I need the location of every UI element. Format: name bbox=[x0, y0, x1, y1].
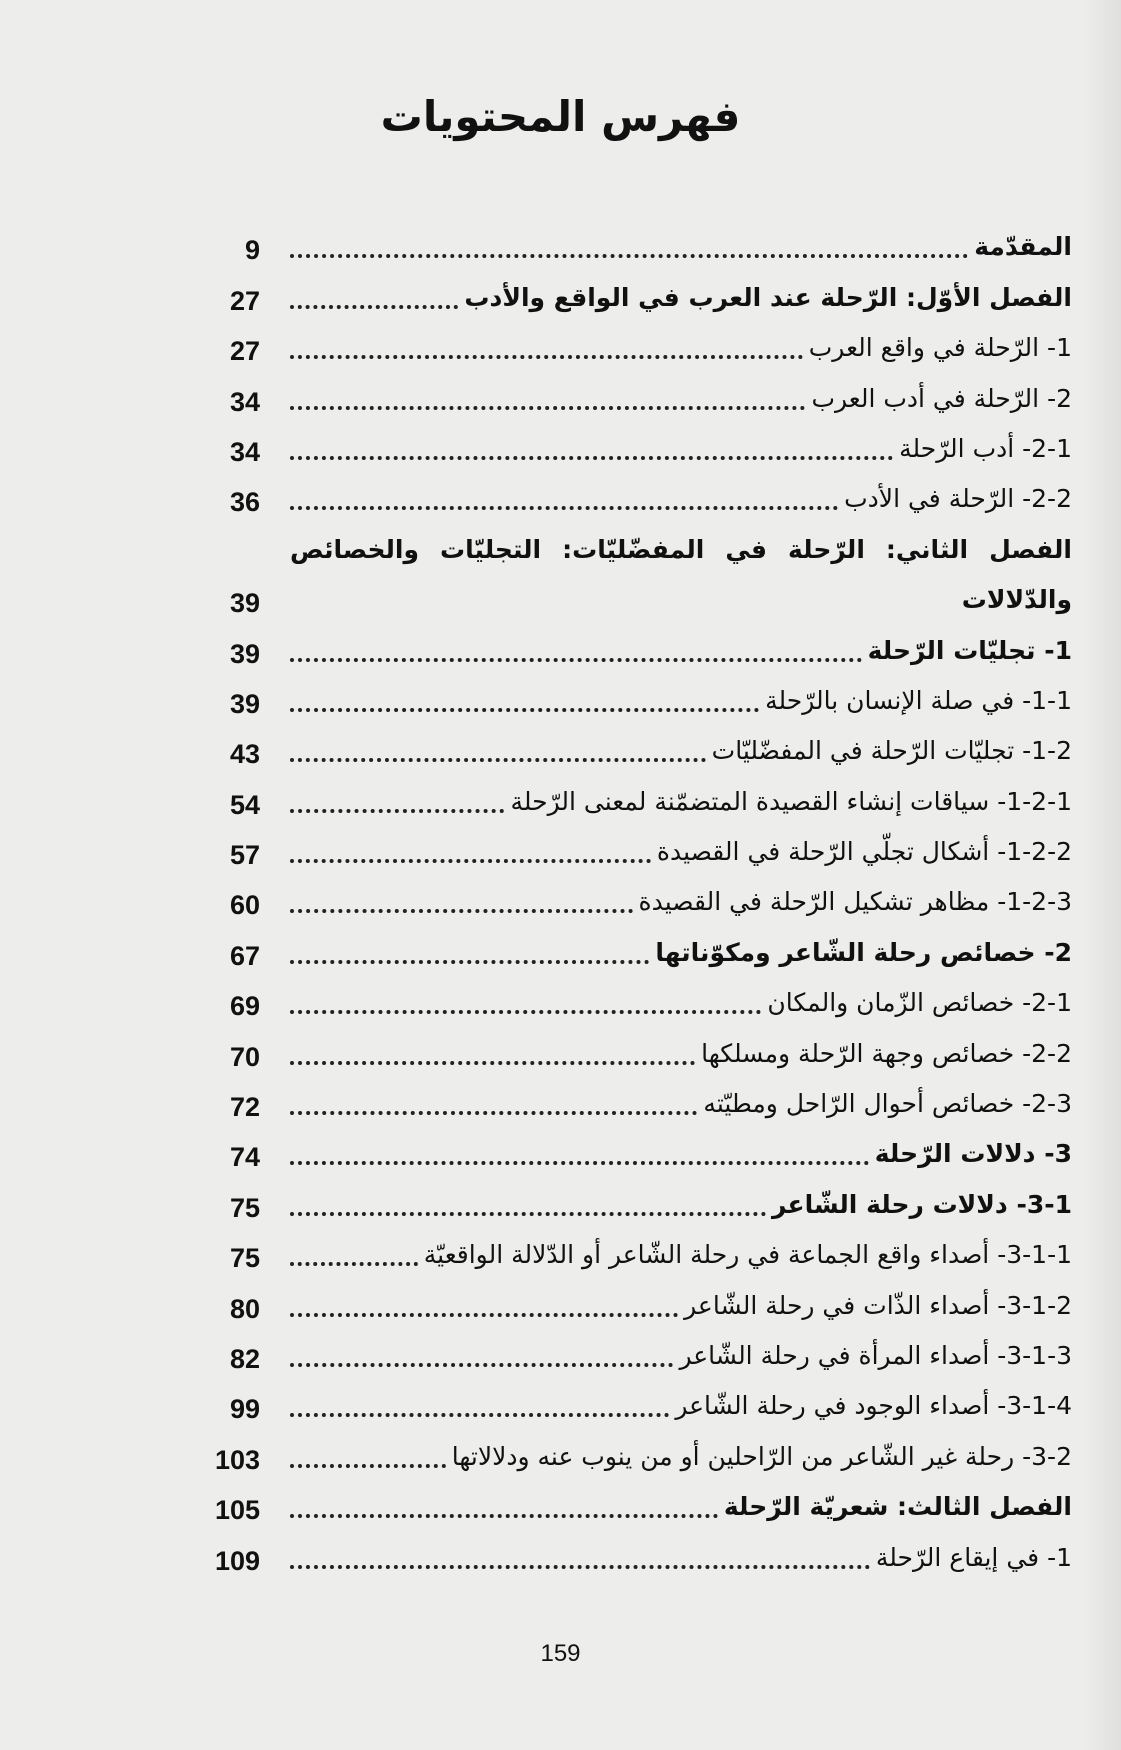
toc-entry-title: 3-1-2- أصداء الذّات في رحلة الشّاعر bbox=[684, 1290, 1072, 1320]
toc-entry bbox=[200, 927, 1072, 977]
toc-page-number: 43 bbox=[229, 739, 260, 770]
toc-entry bbox=[200, 676, 1072, 726]
toc-entry-title: 3-2- رحلة غير الشّاعر من الرّاحلين أو من ينوب عنه ودلالاتها bbox=[451, 1441, 1072, 1471]
toc-page-number: 99 bbox=[229, 1394, 260, 1425]
toc-entry bbox=[200, 726, 1072, 776]
toc-entry-title: الفصل الأوّل: الرّحلة عند العرب في الواقع والأدب bbox=[464, 282, 1072, 312]
toc-entry-title: 2-2- الرّحلة في الأدب bbox=[844, 484, 1072, 514]
dot-leader bbox=[290, 1313, 678, 1317]
toc-entry bbox=[200, 1381, 1072, 1431]
dot-leader bbox=[290, 456, 893, 460]
dot-leader bbox=[290, 960, 649, 964]
dot-leader bbox=[290, 305, 458, 309]
page-number-footer: 159 bbox=[540, 1640, 581, 1667]
toc-entry-title: الفصل الثالث: شعريّة الرّحلة bbox=[723, 1492, 1072, 1522]
dot-leader bbox=[290, 406, 805, 410]
toc-entry bbox=[200, 1179, 1072, 1229]
dot-leader bbox=[290, 859, 651, 863]
toc-page-number: 67 bbox=[229, 940, 260, 971]
toc-entry-title: 3- دلالات الرّحلة bbox=[874, 1139, 1072, 1169]
toc-page-number: 72 bbox=[229, 1092, 260, 1123]
toc-entry bbox=[200, 1482, 1072, 1532]
toc-entry-title: 1- الرّحلة في واقع العرب bbox=[808, 333, 1072, 363]
toc-page-number: 105 bbox=[214, 1495, 260, 1526]
dot-leader bbox=[290, 1565, 870, 1569]
page-title: فهرس المحتويات bbox=[380, 92, 741, 141]
toc-page-number: 82 bbox=[229, 1344, 260, 1374]
toc-entry bbox=[200, 625, 1072, 675]
page-edge-shadow bbox=[1083, 0, 1121, 1750]
dot-leader bbox=[290, 708, 759, 712]
toc-entry-title: 1- تجليّات الرّحلة bbox=[867, 635, 1072, 665]
toc-page-number: 103 bbox=[214, 1444, 260, 1475]
toc-entry-title: 3-1-1- أصداء واقع الجماعة في رحلة الشّاعر أو الدّلالة الواقعيّة bbox=[423, 1240, 1072, 1270]
dot-leader bbox=[290, 1514, 718, 1518]
dot-leader bbox=[290, 1464, 446, 1468]
toc-entry bbox=[200, 1431, 1072, 1481]
toc-page-number: 70 bbox=[229, 1041, 260, 1072]
toc-page-number: 109 bbox=[214, 1545, 260, 1576]
toc-page-number: 54 bbox=[229, 789, 260, 820]
toc-entry-title: 3-1-3- أصداء المرأة في رحلة الشّاعر bbox=[679, 1341, 1072, 1370]
toc-entry bbox=[200, 323, 1072, 373]
toc-entry bbox=[200, 424, 1072, 474]
dot-leader bbox=[290, 355, 803, 359]
toc-entry-title: 1-2-2- أشكال تجلّي الرّحلة في القصيدة bbox=[656, 837, 1072, 867]
toc-entry bbox=[200, 978, 1072, 1028]
toc-entry-title: 2- الرّحلة في أدب العرب bbox=[811, 383, 1072, 413]
toc-page-number: 80 bbox=[229, 1293, 260, 1324]
toc-entry-title: 2- خصائص رحلة الشّاعر ومكوّناتها bbox=[655, 937, 1072, 967]
toc-entry bbox=[200, 827, 1072, 877]
toc-entry bbox=[200, 524, 1072, 625]
dot-leader bbox=[290, 506, 838, 510]
toc-entry bbox=[200, 373, 1072, 423]
toc-entry bbox=[200, 1230, 1072, 1280]
toc-page-number: 75 bbox=[229, 1192, 260, 1223]
toc-page-number: 39 bbox=[229, 638, 260, 669]
toc-page-number: 39 bbox=[229, 688, 260, 719]
dot-leader bbox=[290, 758, 706, 762]
dot-leader bbox=[290, 1111, 697, 1115]
toc-entry bbox=[200, 474, 1072, 524]
dot-leader bbox=[290, 1262, 418, 1266]
dot-leader bbox=[290, 1363, 673, 1367]
toc-page-number: 60 bbox=[229, 890, 260, 921]
toc-entry-title: 1-2- تجليّات الرّحلة في المفضّليّات bbox=[711, 736, 1072, 766]
toc-entry-title: 1-2-1- سياقات إنشاء القصيدة المتضمّنة لمعنى الرّحلة bbox=[510, 786, 1072, 816]
toc-entry bbox=[200, 1028, 1072, 1078]
dot-leader bbox=[290, 1010, 761, 1014]
toc-entry-title: 3-1-4- أصداء الوجود في رحلة الشّاعر bbox=[675, 1391, 1072, 1421]
toc-entry bbox=[200, 1331, 1072, 1381]
toc-entry-title: 1- في إيقاع الرّحلة bbox=[875, 1542, 1072, 1572]
toc-entry bbox=[200, 776, 1072, 826]
toc-entry bbox=[200, 222, 1072, 272]
dot-leader bbox=[290, 909, 633, 913]
toc-page-number: 74 bbox=[229, 1142, 260, 1173]
toc-entry bbox=[200, 272, 1072, 322]
toc-page-number: 34 bbox=[229, 386, 260, 417]
toc-entry-title: 2-2- خصائص وجهة الرّحلة ومسلكها bbox=[701, 1038, 1072, 1068]
toc-entry bbox=[200, 1280, 1072, 1330]
toc-entry-title: 2-3- خصائص أحوال الرّاحل ومطيّته bbox=[703, 1089, 1072, 1119]
toc-page-number: 75 bbox=[229, 1243, 260, 1274]
dot-leader bbox=[290, 254, 968, 258]
dot-leader bbox=[290, 1161, 869, 1165]
toc-entry bbox=[200, 1129, 1072, 1179]
dot-leader bbox=[290, 1061, 695, 1065]
toc-entry-title: 2-1- خصائص الزّمان والمكان bbox=[767, 988, 1072, 1018]
toc-page-number: 34 bbox=[229, 436, 260, 467]
toc-page-number: 27 bbox=[229, 336, 260, 367]
toc-page-number: 27 bbox=[229, 285, 260, 316]
toc-entry bbox=[200, 877, 1072, 927]
toc-entry-title: 2-1- أدب الرّحلة bbox=[899, 433, 1072, 463]
toc-entry-title: 1-1- في صلة الإنسان بالرّحلة bbox=[765, 685, 1072, 715]
toc-entry-title: الفصل الثاني: الرّحلة في المفضّليّات: التجليّات والخصائص والدّلالات bbox=[290, 535, 1072, 615]
dot-leader bbox=[290, 658, 862, 662]
toc-page-number: 69 bbox=[229, 991, 260, 1022]
toc-entry-title: 1-2-3- مظاهر تشكيل الرّحلة في القصيدة bbox=[638, 887, 1072, 917]
toc-page-number: 57 bbox=[229, 840, 260, 871]
toc-page-number: 9 bbox=[244, 235, 260, 266]
dot-leader bbox=[290, 809, 504, 813]
dot-leader bbox=[290, 1413, 669, 1417]
toc-entry-title: المقدّمة bbox=[974, 232, 1072, 262]
toc-entry bbox=[200, 1079, 1072, 1129]
table-of-contents bbox=[200, 222, 1072, 1583]
toc-entry-title: 3-1- دلالات رحلة الشّاعر bbox=[771, 1189, 1072, 1219]
toc-page-number: 39 bbox=[229, 588, 260, 619]
toc-page-number: 36 bbox=[229, 487, 260, 518]
toc-entry bbox=[200, 1532, 1072, 1582]
dot-leader bbox=[290, 1212, 766, 1216]
